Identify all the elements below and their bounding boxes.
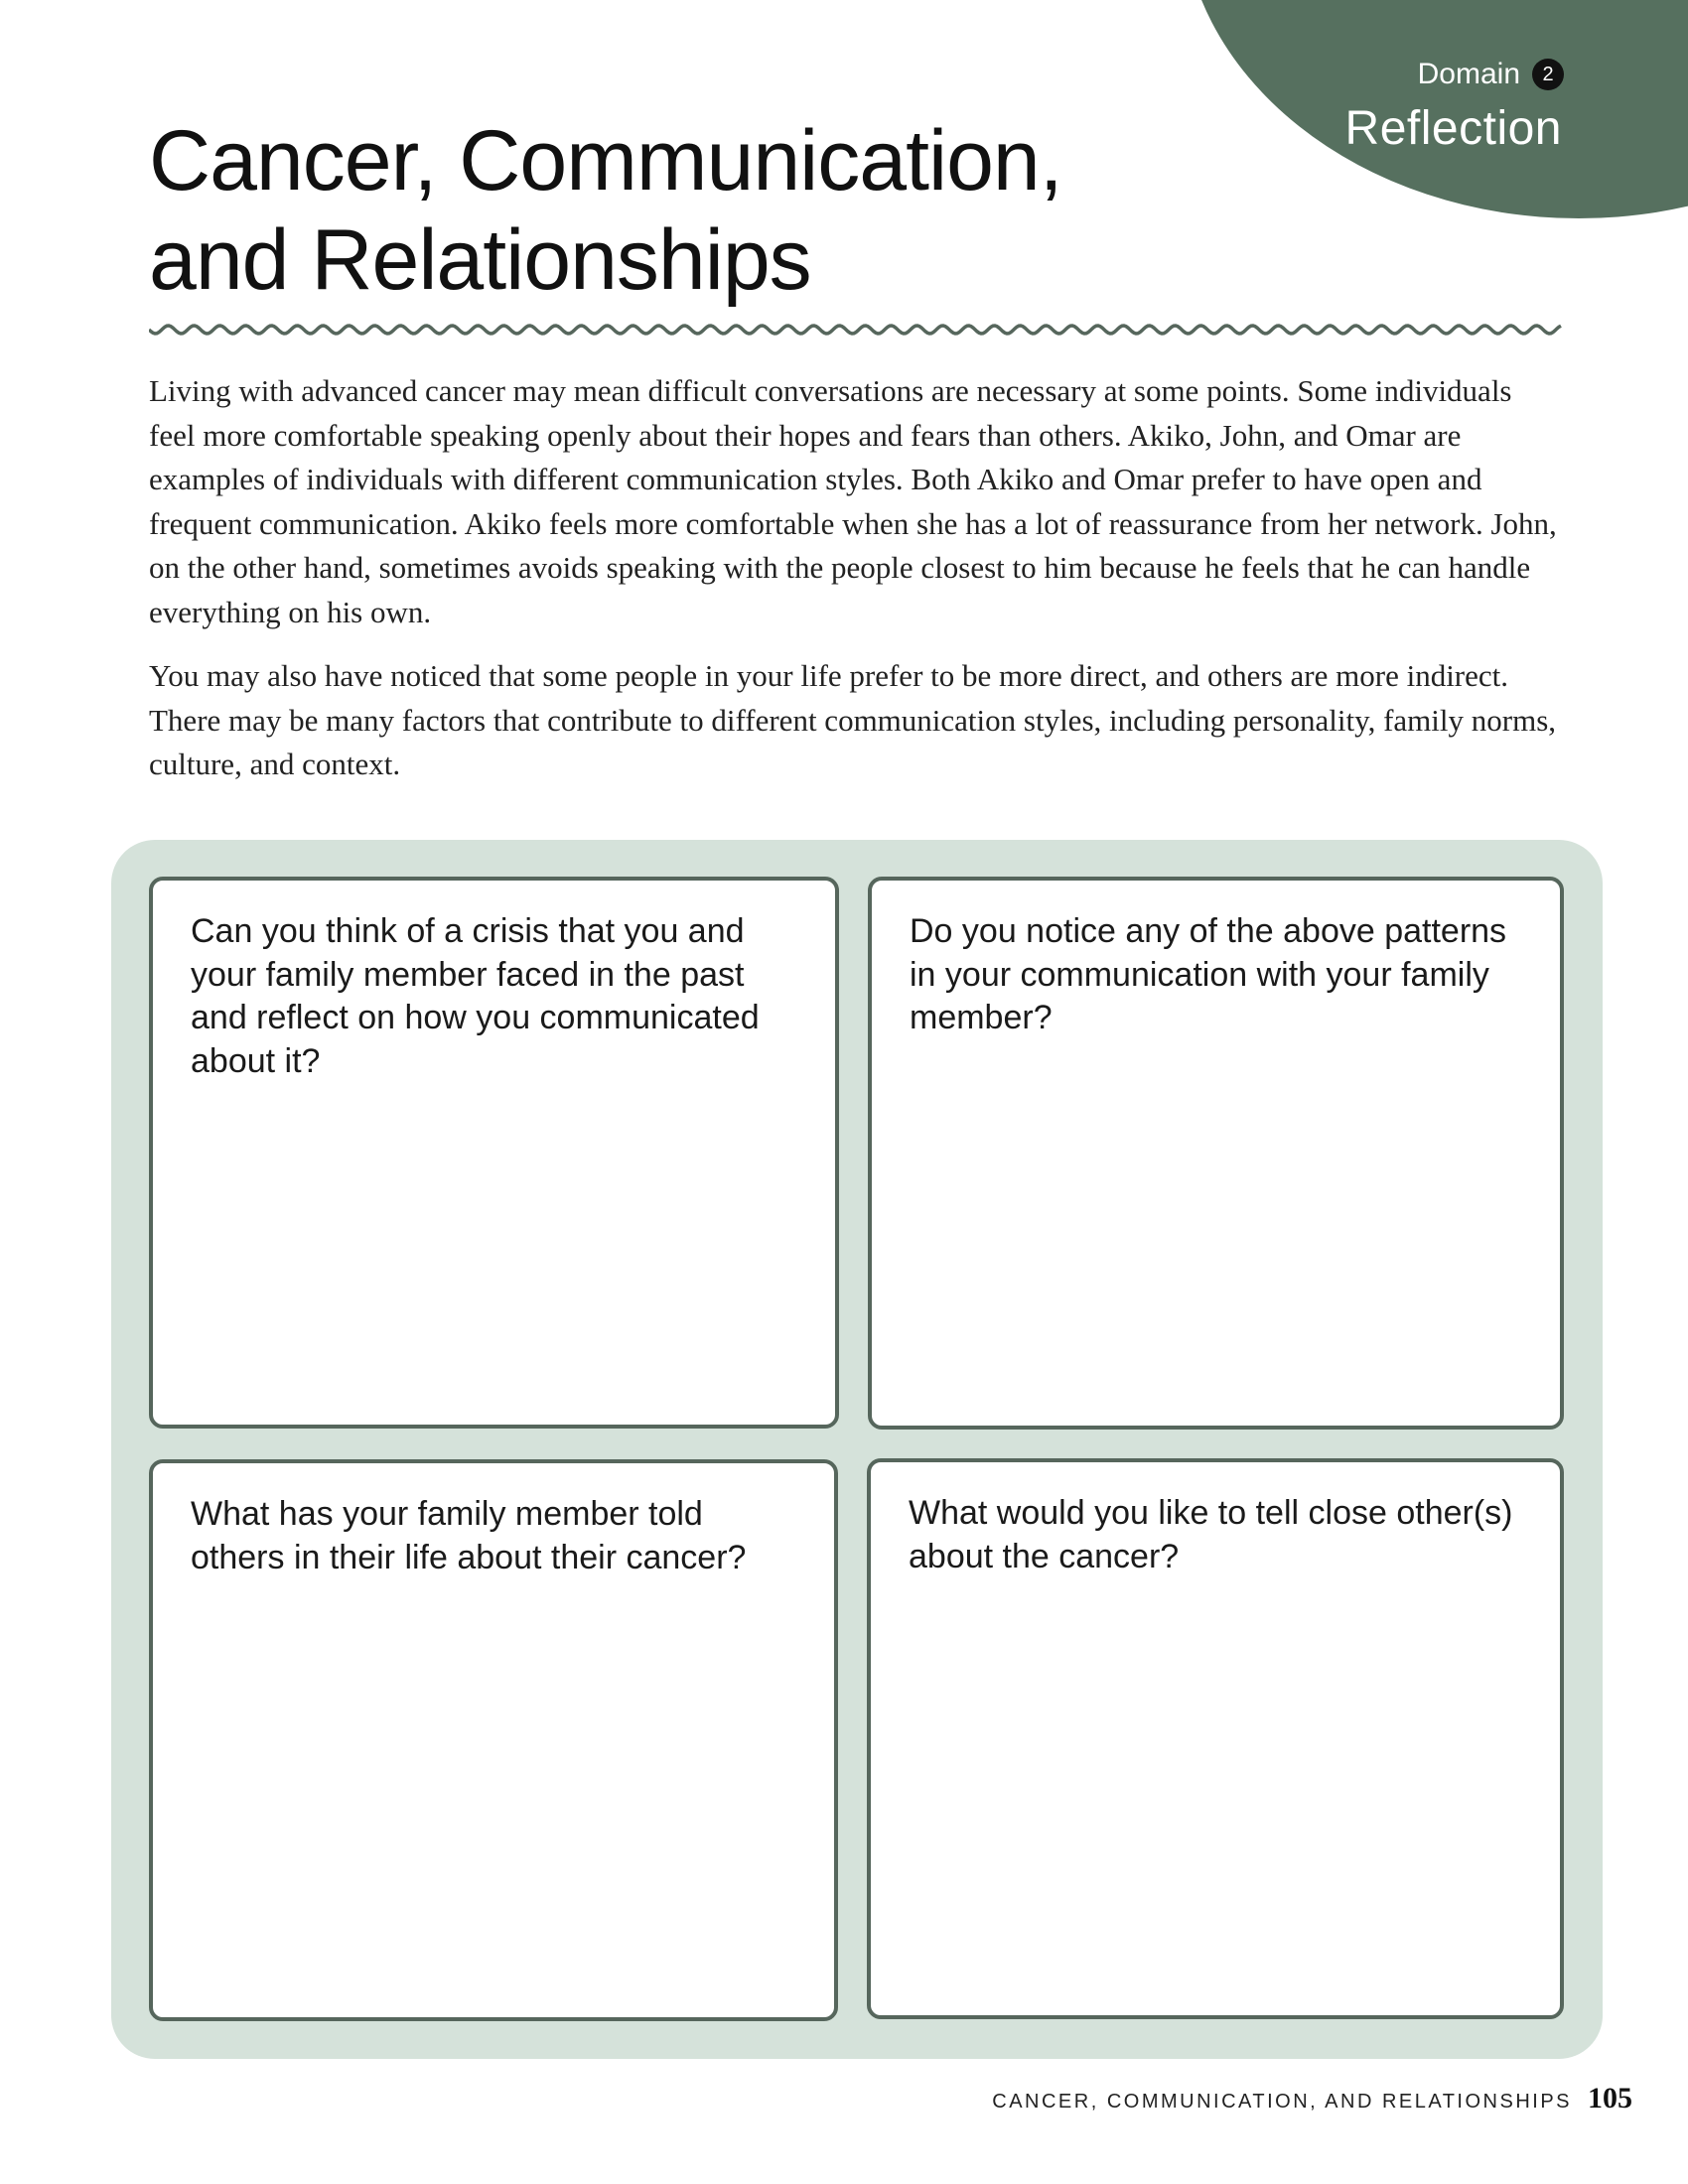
domain-label: Domain (1417, 58, 1520, 90)
running-title: CANCER, COMMUNICATION, AND RELATIONSHIPS (992, 2091, 1572, 2113)
domain-number-badge: 2 (1532, 59, 1564, 90)
intro-paragraph: Living with advanced cancer may mean difficult conversations are necessary at some points. Some individuals feel more comfortable speaking openly about their hopes and fears than others. Akiko, John, and Omar are examples of individuals with different communication styles. Both Akiko and Omar prefer to have open and frequent communication. Akiko feels more comfortable when she has a lot of reassurance from her network. John, on the other hand, sometimes avoids speaking with the people closest to him because he feels that he can handle everything on his own. (149, 373, 1557, 629)
prompt-question: What has your family member told others in their life about their cancer? (191, 1495, 747, 1576)
intro-text (149, 369, 1559, 807)
page-footer (992, 2082, 1632, 2116)
reflection-box-patterns[interactable] (868, 877, 1564, 1430)
wave-divider (149, 320, 1564, 340)
prompt-question: Can you think of a crisis that you and your family member faced in the past and reflect on how you communicated about it? (191, 912, 760, 1080)
page-title: Cancer, Communication, and Relationships (149, 113, 1062, 308)
domain-indicator (1418, 58, 1564, 91)
section-name: Reflection (1344, 102, 1562, 155)
reflection-box-tell-close-others[interactable] (867, 1458, 1564, 2019)
reflection-box-crisis[interactable] (149, 877, 839, 1429)
reflection-box-told-others[interactable] (149, 1459, 838, 2021)
intro-paragraph: You may also have noticed that some people in your life prefer to be more direct, and others are more indirect. There may be many factors that contribute to different communication styles, including personality, family norms, culture, and context. (149, 658, 1557, 781)
prompt-question: Do you notice any of the above patterns in your communication with your family member? (910, 912, 1507, 1036)
prompt-question: What would you like to tell close other(s) about the cancer? (909, 1494, 1513, 1575)
page-number: 105 (1588, 2082, 1632, 2115)
